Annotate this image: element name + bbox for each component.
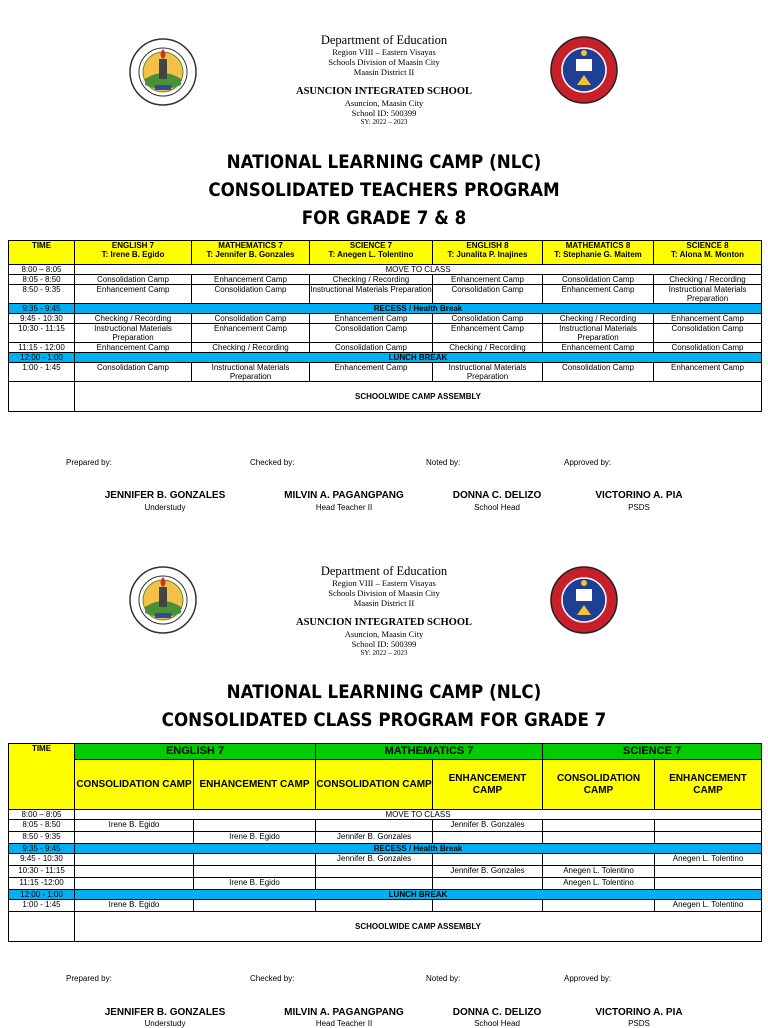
camp-header: CONSOLIDATION CAMP: [316, 760, 433, 810]
schedule-cell: Instructional Materials Preparation: [310, 285, 433, 304]
schedule-cell: Anegen L. Tolentino: [543, 878, 655, 890]
letterhead: [0, 564, 768, 658]
schedule-cell: [543, 820, 655, 832]
column-header: [75, 241, 192, 265]
column-subject: ENGLISH 7: [111, 241, 155, 250]
title-line-1: NATIONAL LEARNING CAMP (NLC): [226, 681, 542, 703]
noter-name: DONNA C. DELIZO: [452, 490, 542, 501]
time-cell: 8:50 - 9:35: [9, 832, 75, 844]
letterhead: [0, 33, 768, 127]
checked-by-label: Checked by:: [250, 974, 295, 983]
schedule-cell: Enhancement Camp: [433, 324, 543, 343]
schedule-cell: Enhancement Camp: [192, 324, 310, 343]
schedule-cell: [655, 832, 762, 844]
checker-role: Head Teacher II: [315, 1019, 373, 1028]
prepared-by-label: Prepared by:: [66, 974, 112, 983]
schedule-cell: [194, 900, 316, 912]
schedule-cell: Enhancement Camp: [75, 285, 192, 304]
schedule-cell: Instructional Materials Preparation: [433, 363, 543, 382]
schedule-cell: Jennifer B. Gonzales: [433, 820, 543, 832]
column-header: [9, 241, 75, 265]
schedule-cell: [543, 832, 655, 844]
schedule-cell: Consolidation Camp: [433, 285, 543, 304]
schedule-cell: [433, 900, 543, 912]
time-cell: 11:15 - 12:00: [9, 343, 75, 353]
time-header: TIME: [9, 744, 75, 810]
schedule-cell: [655, 866, 762, 878]
school-name: ASUNCION INTEGRATED SCHOOL: [295, 617, 472, 628]
schedule-cell: Anegen L. Tolentino: [543, 866, 655, 878]
column-header: [192, 241, 310, 265]
span-cell: LUNCH BREAK: [75, 353, 762, 363]
schedule-cell: Consolidation Camp: [310, 324, 433, 343]
preparer-name: JENNIFER B. GONZALES: [104, 1007, 226, 1018]
table-row: [9, 854, 762, 866]
camp-header: ENHANCEMENT CAMP: [655, 760, 762, 810]
schedule-cell: Consolidation Camp: [75, 275, 192, 285]
schedule-cell: Jennifer B. Gonzales: [316, 854, 433, 866]
time-cell: 9:45 - 10:30: [9, 854, 75, 866]
district-name: Maasin District II: [353, 67, 415, 77]
time-cell: 10:30 - 11:15: [9, 866, 75, 878]
department-name: Department of Education: [320, 564, 448, 578]
approved-by-label: Approved by:: [564, 974, 612, 983]
time-cell: 12:00 - 1:00: [9, 890, 75, 900]
schedule-cell: [75, 866, 194, 878]
schedule-cell: [75, 854, 194, 866]
table-row: [9, 265, 762, 275]
column-header: [433, 241, 543, 265]
column-subject: MATHEMATICS 8: [565, 241, 631, 250]
camp-header: CONSOLIDATION CAMP: [75, 760, 194, 810]
region-name: Region VIII – Eastern Visayas: [332, 578, 436, 588]
schedule-cell: [194, 820, 316, 832]
table-row: [9, 275, 762, 285]
schedule-cell: Enhancement Camp: [543, 343, 654, 353]
schedule-cell: Instructional Materials Preparation: [543, 324, 654, 343]
schedule-cell: Enhancement Camp: [310, 314, 433, 324]
time-cell: 9:35 - 9:45: [9, 844, 75, 854]
document-title: [46, 148, 722, 232]
span-cell: RECESS / Health Break: [75, 304, 762, 314]
schedule-cell: [655, 878, 762, 890]
table-row: [9, 912, 762, 942]
schedule-cell: Consolidation Camp: [654, 343, 762, 353]
table-row: [9, 866, 762, 878]
preparer-role: Understudy: [144, 503, 186, 512]
approver-name: VICTORINO A. PIA: [595, 490, 683, 501]
column-header: [654, 241, 762, 265]
title-line-3: FOR GRADE 7 & 8: [301, 207, 467, 229]
time-cell: 11:15 -12:00: [9, 878, 75, 890]
schedule-cell: Checking / Recording: [310, 275, 433, 285]
schedule-cell: Consolidation Camp: [192, 314, 310, 324]
schedule-cell: [316, 878, 433, 890]
approver-role: PSDS: [628, 1019, 650, 1028]
time-cell: [9, 382, 75, 412]
schedule-cell: Checking / Recording: [192, 343, 310, 353]
noted-by-label: Noted by:: [426, 974, 461, 983]
title-line-2: CONSOLIDATED TEACHERS PROGRAM: [208, 179, 560, 201]
table-row: [9, 343, 762, 353]
column-teacher: T: Alona M. Monton: [670, 250, 745, 259]
subject-header: SCIENCE 7: [543, 744, 762, 760]
division-name: Schools Division of Maasin City: [328, 57, 440, 67]
district-name: Maasin District II: [353, 598, 415, 608]
preparer-role: Understudy: [144, 1019, 186, 1028]
schedule-cell: [316, 900, 433, 912]
span-cell: MOVE TO CLASS: [75, 265, 762, 275]
subject-header: MATHEMATICS 7: [316, 744, 543, 760]
schedule-cell: Irene B. Egido: [194, 832, 316, 844]
table-row: [9, 304, 762, 314]
schedule-cell: [543, 854, 655, 866]
table-row: [9, 890, 762, 900]
table-row: [9, 820, 762, 832]
schedule-cell: Irene B. Egido: [75, 820, 194, 832]
column-teacher: T: Anegen L. Tolentino: [328, 250, 414, 259]
schedule-cell: [316, 820, 433, 832]
schedule-cell: Enhancement Camp: [75, 343, 192, 353]
department-name: Department of Education: [320, 33, 448, 47]
schedule-cell: [543, 900, 655, 912]
schedule-cell: Enhancement Camp: [310, 363, 433, 382]
schedule-cell: Checking / Recording: [654, 275, 762, 285]
noted-by-label: Noted by:: [426, 458, 461, 467]
column-subject: SCIENCE 8: [686, 241, 729, 250]
school-id: School ID: 500399: [351, 108, 417, 118]
region-name: Region VIII – Eastern Visayas: [332, 47, 436, 57]
preparer-name: JENNIFER B. GONZALES: [104, 490, 226, 501]
schedule-cell: Enhancement Camp: [192, 275, 310, 285]
approver-name: VICTORINO A. PIA: [595, 1007, 683, 1018]
schedule-cell: [75, 832, 194, 844]
schedule-cell: Enhancement Camp: [654, 314, 762, 324]
school-address: Asuncion, Maasin City: [344, 98, 424, 108]
time-cell: [9, 912, 75, 942]
schedule-cell: [194, 866, 316, 878]
time-cell: 8:05 - 8:50: [9, 820, 75, 832]
school-address: Asuncion, Maasin City: [344, 629, 424, 639]
camp-header-row: [9, 760, 762, 810]
schedule-cell: Anegen L. Tolentino: [655, 900, 762, 912]
class-program-table: [8, 743, 762, 942]
title-line-1: NATIONAL LEARNING CAMP (NLC): [226, 151, 542, 173]
approved-by-label: Approved by:: [564, 458, 612, 467]
school-year: SY: 2022 – 2023: [360, 118, 408, 126]
noter-role: School Head: [474, 503, 520, 512]
time-cell: 10:30 - 11:15: [9, 324, 75, 343]
schedule-cell: Consolidation Camp: [543, 363, 654, 382]
span-cell: LUNCH BREAK: [75, 890, 762, 900]
time-cell: 1:00 - 1:45: [9, 900, 75, 912]
schedule-cell: Checking / Recording: [433, 343, 543, 353]
table-row: [9, 314, 762, 324]
span-cell: MOVE TO CLASS: [75, 810, 762, 820]
assembly-cell: SCHOOLWIDE CAMP ASSEMBLY: [75, 912, 762, 942]
camp-header: ENHANCEMENT CAMP: [194, 760, 316, 810]
school-year: SY: 2022 – 2023: [360, 649, 408, 657]
schedule-cell: Irene B. Egido: [75, 900, 194, 912]
document-title: [46, 678, 722, 734]
column-subject: TIME: [31, 241, 52, 250]
column-teacher: T: Jennifer B. Gonzales: [206, 250, 295, 259]
checker-name: MILVIN A. PAGANGPANG: [284, 490, 404, 501]
schedule-cell: Consolidation Camp: [310, 343, 433, 353]
column-subject: MATHEMATICS 7: [218, 241, 283, 250]
table-row: [9, 844, 762, 854]
table-row: [9, 324, 762, 343]
schedule-cell: Checking / Recording: [75, 314, 192, 324]
schedule-cell: Checking / Recording: [543, 314, 654, 324]
span-cell: RECESS / Health Break: [75, 844, 762, 854]
table-row: [9, 810, 762, 820]
schedule-cell: [655, 820, 762, 832]
prepared-by-label: Prepared by:: [66, 458, 112, 467]
table-row: [9, 285, 762, 304]
time-cell: 9:35 - 9:45: [9, 304, 75, 314]
schedule-cell: [194, 854, 316, 866]
column-teacher: T: Junalita P. Inajines: [447, 250, 528, 259]
column-subject: ENGLISH 8: [466, 241, 509, 250]
schedule-cell: [433, 878, 543, 890]
school-id: School ID: 500399: [351, 639, 417, 649]
checker-name: MILVIN A. PAGANGPANG: [284, 1007, 404, 1018]
schedule-cell: [433, 832, 543, 844]
schedule-cell: Jennifer B. Gonzales: [433, 866, 543, 878]
time-cell: 12:00 - 1:00: [9, 353, 75, 363]
schedule-cell: Consolidation Camp: [654, 324, 762, 343]
schedule-cell: Consolidation Camp: [192, 285, 310, 304]
schedule-cell: [433, 854, 543, 866]
approver-role: PSDS: [628, 503, 650, 512]
schedule-cell: Instructional Materials Preparation: [75, 324, 192, 343]
subject-header-row: [9, 744, 762, 760]
table-row: [9, 363, 762, 382]
schedule-cell: Enhancement Camp: [654, 363, 762, 382]
schedule-cell: Anegen L. Tolentino: [655, 854, 762, 866]
noter-role: School Head: [474, 1019, 520, 1028]
division-name: Schools Division of Maasin City: [328, 588, 440, 598]
table-row: [9, 353, 762, 363]
column-teacher: T: Stephanie G. Maitem: [554, 250, 642, 259]
table-row: [9, 382, 762, 412]
column-teacher: T: Irene B. Egido: [101, 250, 165, 259]
schedule-cell: Instructional Materials Preparation: [192, 363, 310, 382]
schedule-cell: Instructional Materials Preparation: [654, 285, 762, 304]
checker-role: Head Teacher II: [315, 503, 373, 512]
time-cell: 1:00 - 1:45: [9, 363, 75, 382]
schedule-cell: Enhancement Camp: [433, 275, 543, 285]
title-line-2: CONSOLIDATED CLASS PROGRAM FOR GRADE 7: [161, 709, 607, 731]
table-row: [9, 832, 762, 844]
schedule-cell: Enhancement Camp: [543, 285, 654, 304]
header-row: [9, 241, 762, 265]
schedule-cell: Jennifer B. Gonzales: [316, 832, 433, 844]
noter-name: DONNA C. DELIZO: [452, 1007, 542, 1018]
time-cell: 9:45 - 10:30: [9, 314, 75, 324]
table-row: [9, 878, 762, 890]
time-cell: 8:00 – 8:05: [9, 810, 75, 820]
checked-by-label: Checked by:: [250, 458, 295, 467]
time-cell: 8:50 - 9:35: [9, 285, 75, 304]
schedule-cell: Irene B. Egido: [194, 878, 316, 890]
table-row: [9, 900, 762, 912]
column-subject: SCIENCE 7: [349, 241, 393, 250]
time-cell: 8:05 - 8:50: [9, 275, 75, 285]
subject-header: ENGLISH 7: [75, 744, 316, 760]
time-cell: 8:00 – 8:05: [9, 265, 75, 275]
schedule-cell: Consolidation Camp: [75, 363, 192, 382]
schedule-cell: [75, 878, 194, 890]
column-header: [310, 241, 433, 265]
schedule-cell: [316, 866, 433, 878]
assembly-cell: SCHOOLWIDE CAMP ASSEMBLY: [75, 382, 762, 412]
camp-header: ENHANCEMENT CAMP: [433, 760, 543, 810]
camp-header: CONSOLIDATION CAMP: [543, 760, 655, 810]
schedule-cell: Consolidation Camp: [543, 275, 654, 285]
teachers-program-table: [8, 240, 762, 412]
column-header: [543, 241, 654, 265]
schedule-cell: Consolidation Camp: [433, 314, 543, 324]
school-name: ASUNCION INTEGRATED SCHOOL: [295, 86, 472, 97]
